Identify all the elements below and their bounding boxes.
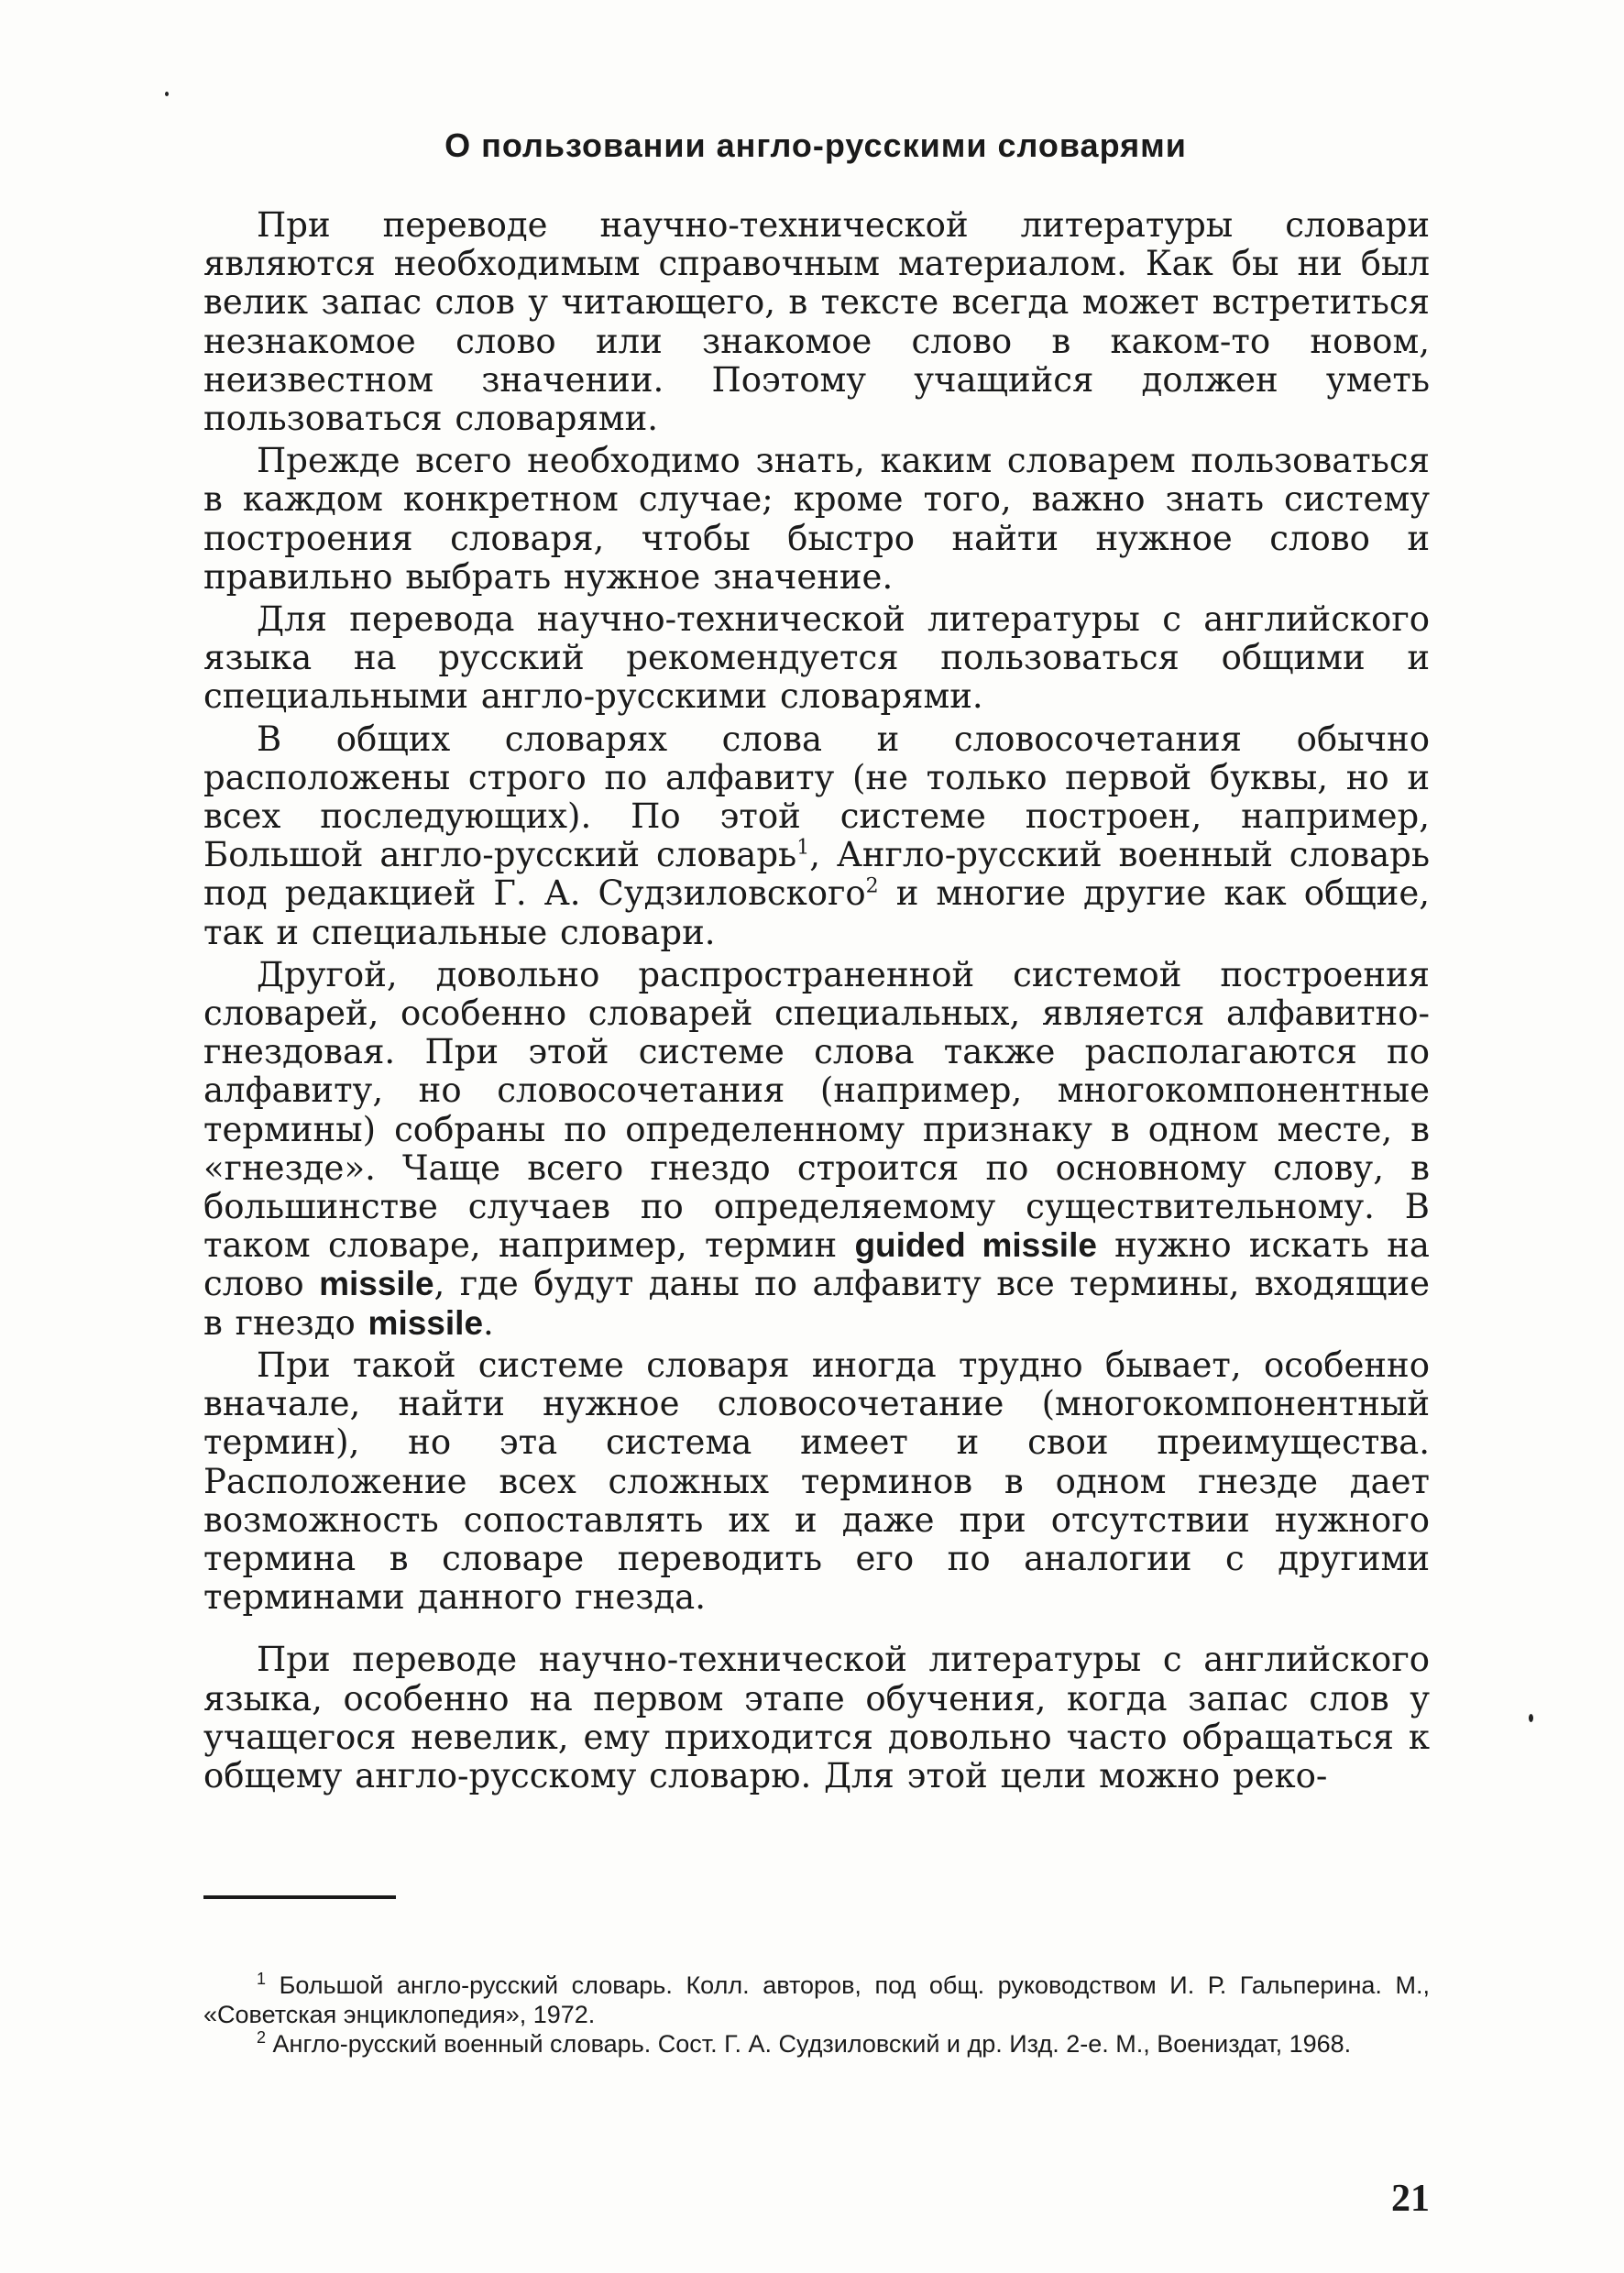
paragraph-5-text-c: , где будут даны по алфавиту все термины, входящие в гнездо bbox=[203, 1264, 1431, 1343]
english-term: guided missile bbox=[854, 1226, 1097, 1265]
footnote-2 bbox=[203, 2029, 1430, 2059]
footnote-2-text: Англо-русский военный словарь. Сост. Г. А. Судзиловский и др. Изд. 2-е. М., Воениздат, 1968. bbox=[272, 2030, 1352, 2058]
main-text bbox=[203, 206, 1430, 1799]
paragraph-4-text-a: В общих словарях слова и словосочетания обычно расположены строго по алфавиту (не только первой буквы, но и всех последующих). По этой системе построен, например, Большой англо-русский словарь bbox=[203, 719, 1430, 875]
paragraph-2: Прежде всего необходимо знать, каким словарем пользоваться в каждом конкретном случае; кроме того, важно знать систему построения словаря, чтобы быстро найти нужное слово и правильно выбрать нужное значение. bbox=[203, 441, 1430, 597]
paragraph-4-text-c: и многие другие как общие, так и специальные словари. bbox=[203, 873, 1430, 952]
footnotes bbox=[203, 1971, 1430, 2059]
footnote-divider bbox=[203, 1895, 396, 1899]
footnote-1-text: Большой англо-русский словарь. Колл. авторов, под общ. руководством И. Р. Гальперина. М., «Советская энциклопедия», 1972. bbox=[203, 1971, 1430, 2028]
paragraph-5-text-b: нужно искать на слово bbox=[203, 1225, 1430, 1304]
scan-speck bbox=[165, 92, 169, 96]
footnote-mark-1: 1 bbox=[257, 1970, 267, 1988]
footnote-ref-1: 1 bbox=[796, 836, 810, 860]
paragraph-1: При переводе научно-технической литературы словари являются необходимым справочным материалом. Как бы ни был велик запас слов у читающего, в тексте всегда может встретиться незнакомое слово или знакомое слово в каком-то новом, неизвестном значении. Поэтому учащийся должен уметь пользоваться словарями. bbox=[203, 205, 1430, 439]
footnote-mark-2: 2 bbox=[257, 2028, 267, 2047]
english-term: missile bbox=[368, 1303, 484, 1342]
english-term: missile bbox=[319, 1265, 434, 1303]
paragraph-4-text-b: , Англо-русский военный словарь под редакцией Г. А. Судзиловского bbox=[203, 835, 1430, 914]
footnote-1 bbox=[203, 1971, 1430, 2029]
paragraph-4 bbox=[203, 720, 1430, 952]
paragraph-5 bbox=[203, 956, 1430, 1343]
footnote-ref-2: 2 bbox=[865, 875, 879, 899]
paragraph-3: Для перевода научно-технической литературы с английского языка на русский рекомендуется пользоваться общими и специальными англо-русскими словарями. bbox=[203, 599, 1430, 717]
paragraph-7: При переводе научно-технической литературы с английского языка, особенно на первом этапе обучения, когда запас слов у учащегося невелик, ему приходится довольно часто обращаться к общему англо-русскому словарю. Для этой цели можно реко- bbox=[203, 1640, 1430, 1795]
paragraph-5-text-d: . bbox=[483, 1302, 494, 1343]
paragraph-5-text-a: Другой, довольно распространенной системой построения словарей, особенно словарей специальных, является алфавитно-гнездовая. При этой системе слова также располагаются по алфавиту, но словосочетания (например, многокомпонентные термины) собраны по определенному признаку в одном месте, в «гнезде». Чаще всего гнездо строится по основному слову, в большинстве случаев по определяемому существительному. В таком словаре, например, термин bbox=[203, 954, 1430, 1266]
page-title: О пользовании англо-русскими словарями bbox=[444, 126, 1187, 164]
page-number: 21 bbox=[1391, 2178, 1430, 2220]
scan-speck bbox=[1529, 1714, 1533, 1722]
paragraph-6: При такой системе словаря иногда трудно бывает, особенно вначале, найти нужное словосочетание (многокомпонентный термин), но эта система имеет и свои преимущества. Расположение всех сложных терминов в одном гнезде дает возможность сопоставлять их и даже при отсутствии нужного термина в словаре переводить его по аналогии с другими терминами данного гнезда. bbox=[203, 1345, 1430, 1618]
